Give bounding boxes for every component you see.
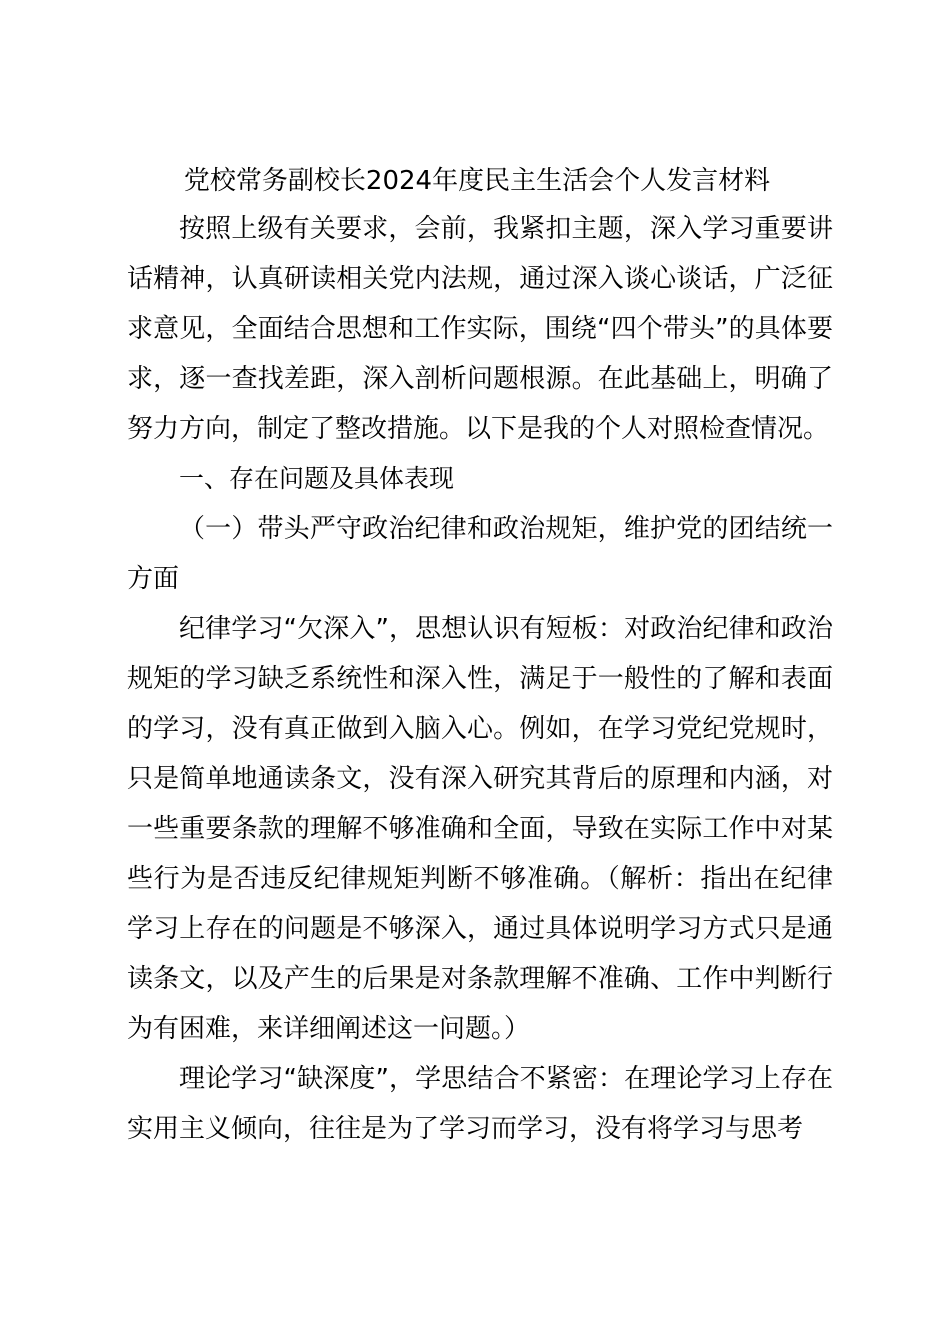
body-paragraph: 纪律学习“欠深入”，思想认识有短板：对政治纪律和政治规矩的学习缺乏系统性和深入性，满足于一般性的了解和表面的学习，没有真正做到入脑入心。例如，在学习党纪党规时，只是简单地通读条文，没有深入研究其背后的原理和内涵，对一些重要条款的理解不够准确和全面，导致在实际工作中对某些行为是否违反纪律规矩判断不够准确。（解析：指出在纪律学习上存在的问题是不够深入，通过具体说明学习方式只是通读条文，以及产生的后果是对条款理解不准确、工作中判断行为有困难，来详细阐述这一问题。）: [127, 614, 833, 1044]
section-heading: 一、存在问题及具体表现: [179, 464, 455, 493]
body-paragraph: 理论学习“缺深度”，学思结合不紧密：在理论学习上存在实用主义倾向，往往是为了学习而学习，没有将学习与思考: [127, 1064, 833, 1144]
subsection-heading: （一）带头严守政治纪律和政治规矩，维护党的团结统一方面: [127, 514, 833, 594]
document-body: [127, 158, 833, 1154]
intro-paragraph: 按照上级有关要求，会前，我紧扣主题，深入学习重要讲话精神，认真研读相关党内法规，通过深入谈心谈话，广泛征求意见，全面结合思想和工作实际，围绕“四个带头”的具体要求，逐一查找差距，深入剖析问题根源。在此基础上，明确了努力方向，制定了整改措施。以下是我的个人对照检查情况。: [127, 214, 833, 444]
document-title: 党校常务副校长2024年度民主生活会个人发言材料: [183, 166, 771, 196]
